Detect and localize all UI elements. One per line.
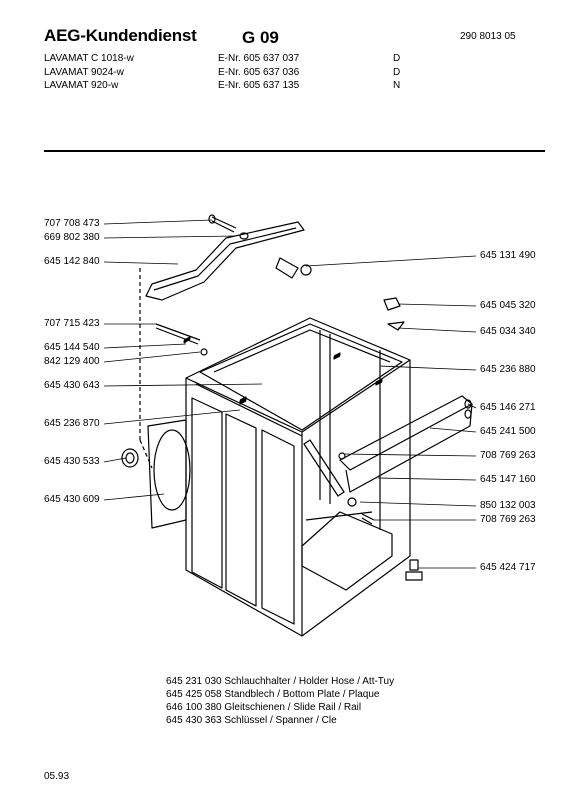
part-number-right: 708 769 263 — [480, 514, 536, 525]
part-number-right: 645 034 340 — [480, 326, 536, 337]
part-number-right: 645 146 271 — [480, 402, 536, 413]
model-enr: E-Nr. 605 637 037 — [218, 53, 300, 64]
part-number-right: 645 236 880 — [480, 364, 536, 375]
accessory-note: 646 100 380 Gleitschienen / Slide Rail / Rail — [166, 702, 362, 713]
part-number-left: 645 142 840 — [44, 256, 100, 267]
part-number-left: 645 430 643 — [44, 380, 100, 391]
part-number-right: 850 132 003 — [480, 500, 536, 511]
part-number-left: 645 236 870 — [44, 418, 100, 429]
model-region: D — [393, 67, 401, 78]
part-number-left: 669 802 380 — [44, 232, 100, 243]
accessory-note: 645 425 058 Standblech / Bottom Plate / Plaque — [166, 689, 380, 700]
sheet-code: G 09 — [242, 28, 279, 47]
accessory-note: 645 231 030 Schlauchhalter / Holder Hose / Att-Tuy — [166, 676, 395, 687]
model-enr: E-Nr. 605 637 036 — [218, 67, 300, 78]
part-number-left: 645 430 533 — [44, 456, 100, 467]
part-number-left: 707 715 423 — [44, 318, 100, 329]
part-number-left: 842 129 400 — [44, 356, 100, 367]
part-number-left: 707 708 473 — [44, 218, 100, 229]
model-name: LAVAMAT 9024-w — [44, 67, 124, 78]
part-number-left: 645 144 540 — [44, 342, 100, 353]
accessory-note: 645 430 363 Schlüssel / Spanner / Cle — [166, 715, 337, 726]
model-enr: E-Nr. 605 637 135 — [218, 80, 300, 91]
brand-title: AEG-Kundendienst — [44, 26, 197, 45]
part-number-left: 645 430 609 — [44, 494, 100, 505]
model-name: LAVAMAT 920-w — [44, 80, 119, 91]
part-number-right: 708 769 263 — [480, 450, 536, 461]
issue-date: 05.93 — [44, 771, 70, 782]
document-number: 290 8013 05 — [460, 31, 516, 42]
model-region: D — [393, 53, 401, 64]
part-number-right: 645 241 500 — [480, 426, 536, 437]
part-number-right: 645 147 160 — [480, 474, 536, 485]
model-region: N — [393, 80, 401, 91]
part-number-right: 645 131 490 — [480, 250, 536, 261]
part-number-right: 645 424 717 — [480, 562, 536, 573]
model-name: LAVAMAT C 1018-w — [44, 53, 134, 64]
part-number-right: 645 045 320 — [480, 300, 536, 311]
